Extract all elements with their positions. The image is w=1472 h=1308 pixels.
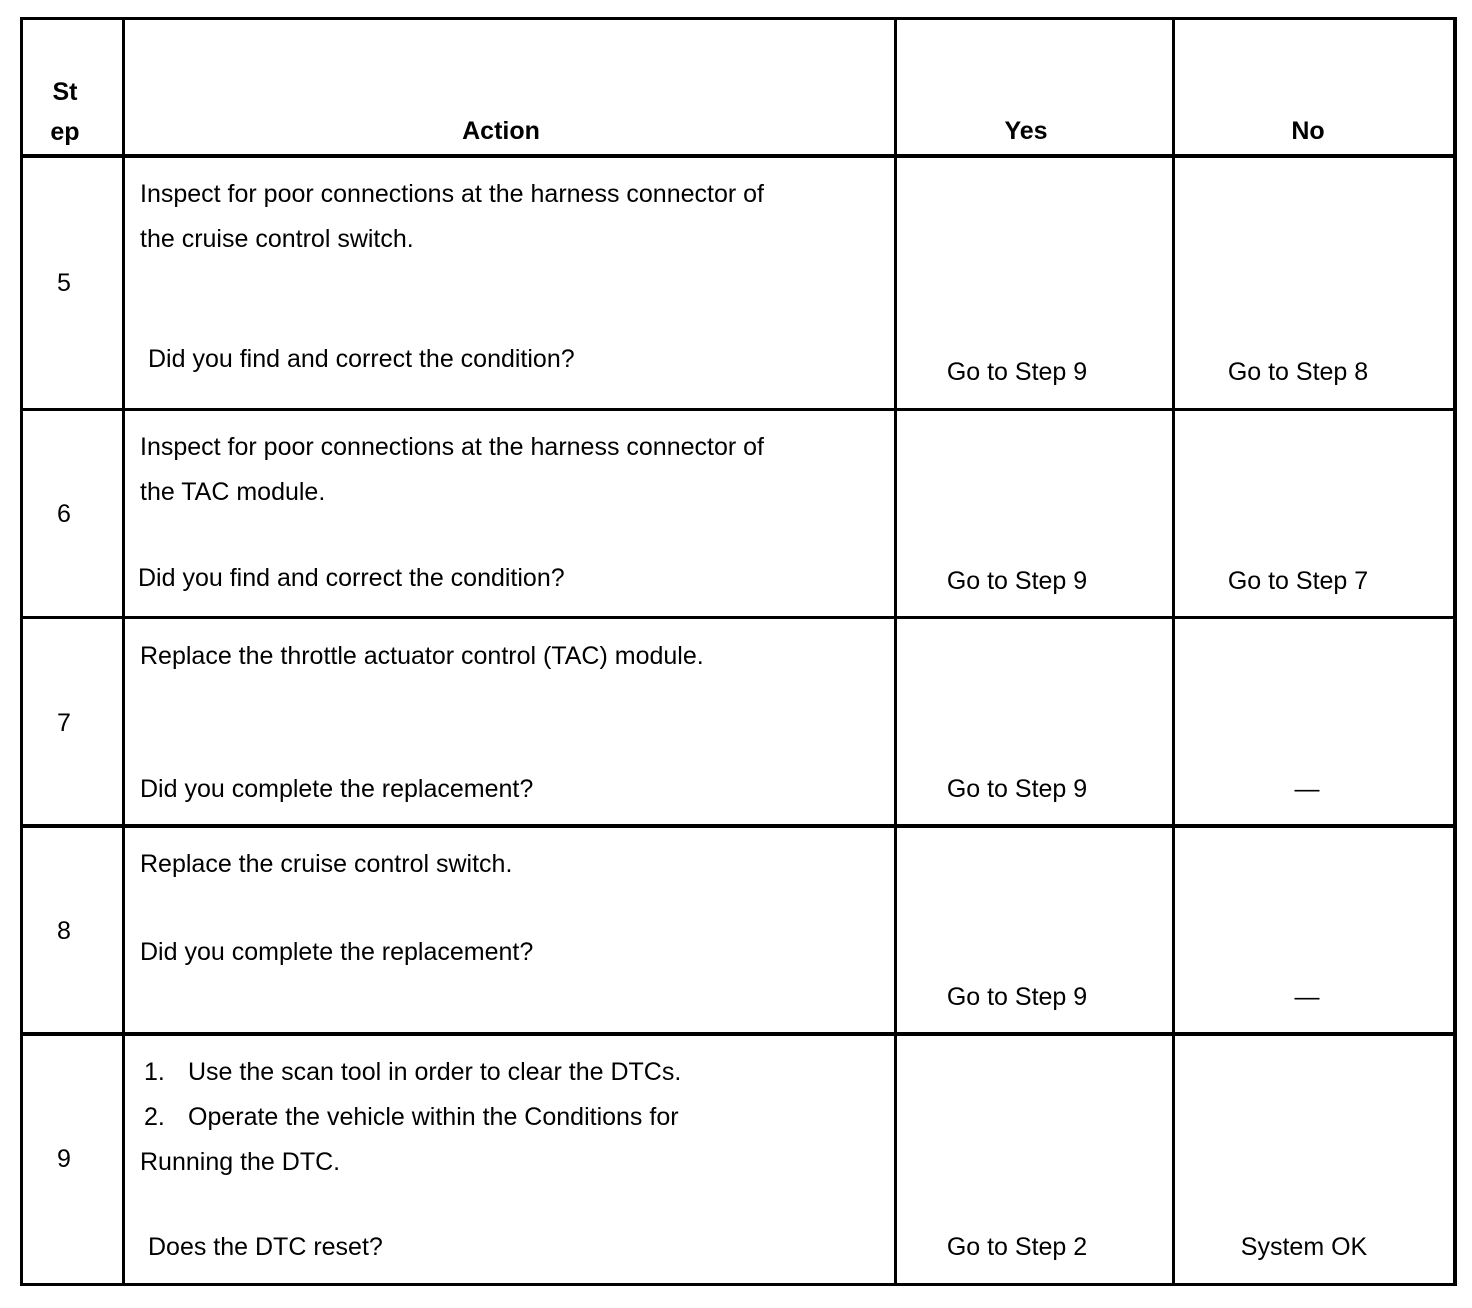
table-border-bottom xyxy=(20,1283,1457,1286)
action-text: the TAC module. xyxy=(140,478,326,506)
action-question: Did you find and correct the condition? xyxy=(148,345,575,373)
step-number: 6 xyxy=(57,500,71,528)
list-item-text: Running the DTC. xyxy=(140,1148,341,1176)
diagnostic-table xyxy=(20,17,1457,1286)
yes-result: Go to Step 2 xyxy=(946,1233,1088,1261)
step-number: 8 xyxy=(57,917,71,945)
step-number: 7 xyxy=(57,709,71,737)
action-text: Inspect for poor connections at the harness connector of xyxy=(140,433,764,461)
action-question: Did you complete the replacement? xyxy=(140,775,534,803)
action-text: Inspect for poor connections at the harness connector of xyxy=(140,180,764,208)
header-divider xyxy=(20,154,1457,158)
header-no: No xyxy=(1291,117,1325,145)
table-border-right xyxy=(1453,17,1457,1286)
list-item-number: 2. xyxy=(144,1103,165,1131)
table-border-top xyxy=(20,17,1457,20)
row-divider xyxy=(20,824,1457,828)
column-divider xyxy=(894,17,897,1286)
list-item-text: Use the scan tool in order to clear the DTCs. xyxy=(188,1058,682,1086)
header-step-line2: ep xyxy=(50,118,80,146)
no-result: Go to Step 7 xyxy=(1227,567,1369,595)
list-item-number: 1. xyxy=(144,1058,165,1086)
action-question: Did you complete the replacement? xyxy=(140,938,534,966)
header-yes: Yes xyxy=(1004,117,1048,145)
yes-result: Go to Step 9 xyxy=(946,983,1088,1011)
action-question: Did you find and correct the condition? xyxy=(138,564,565,592)
yes-result: Go to Step 9 xyxy=(946,775,1088,803)
step-number: 5 xyxy=(57,269,71,297)
yes-result: Go to Step 9 xyxy=(946,567,1088,595)
action-question: Does the DTC reset? xyxy=(148,1233,383,1261)
step-number: 9 xyxy=(57,1145,71,1173)
table-border-left xyxy=(20,17,23,1286)
row-divider xyxy=(20,408,1457,411)
header-step-line1: St xyxy=(52,78,78,106)
no-result: Go to Step 8 xyxy=(1227,358,1369,386)
row-divider xyxy=(20,1032,1457,1036)
action-text: Replace the throttle actuator control (TAC) module. xyxy=(140,642,704,670)
no-result: — xyxy=(1294,983,1320,1011)
action-text: Replace the cruise control switch. xyxy=(140,850,513,878)
row-divider xyxy=(20,616,1457,619)
column-divider xyxy=(122,17,125,1286)
list-item-text: Operate the vehicle within the Conditions for xyxy=(188,1103,679,1131)
yes-result: Go to Step 9 xyxy=(946,358,1088,386)
header-action: Action xyxy=(462,117,540,145)
no-result: System OK xyxy=(1240,1233,1368,1261)
action-text: the cruise control switch. xyxy=(140,225,414,253)
column-divider xyxy=(1172,17,1175,1286)
no-result: — xyxy=(1294,775,1320,803)
